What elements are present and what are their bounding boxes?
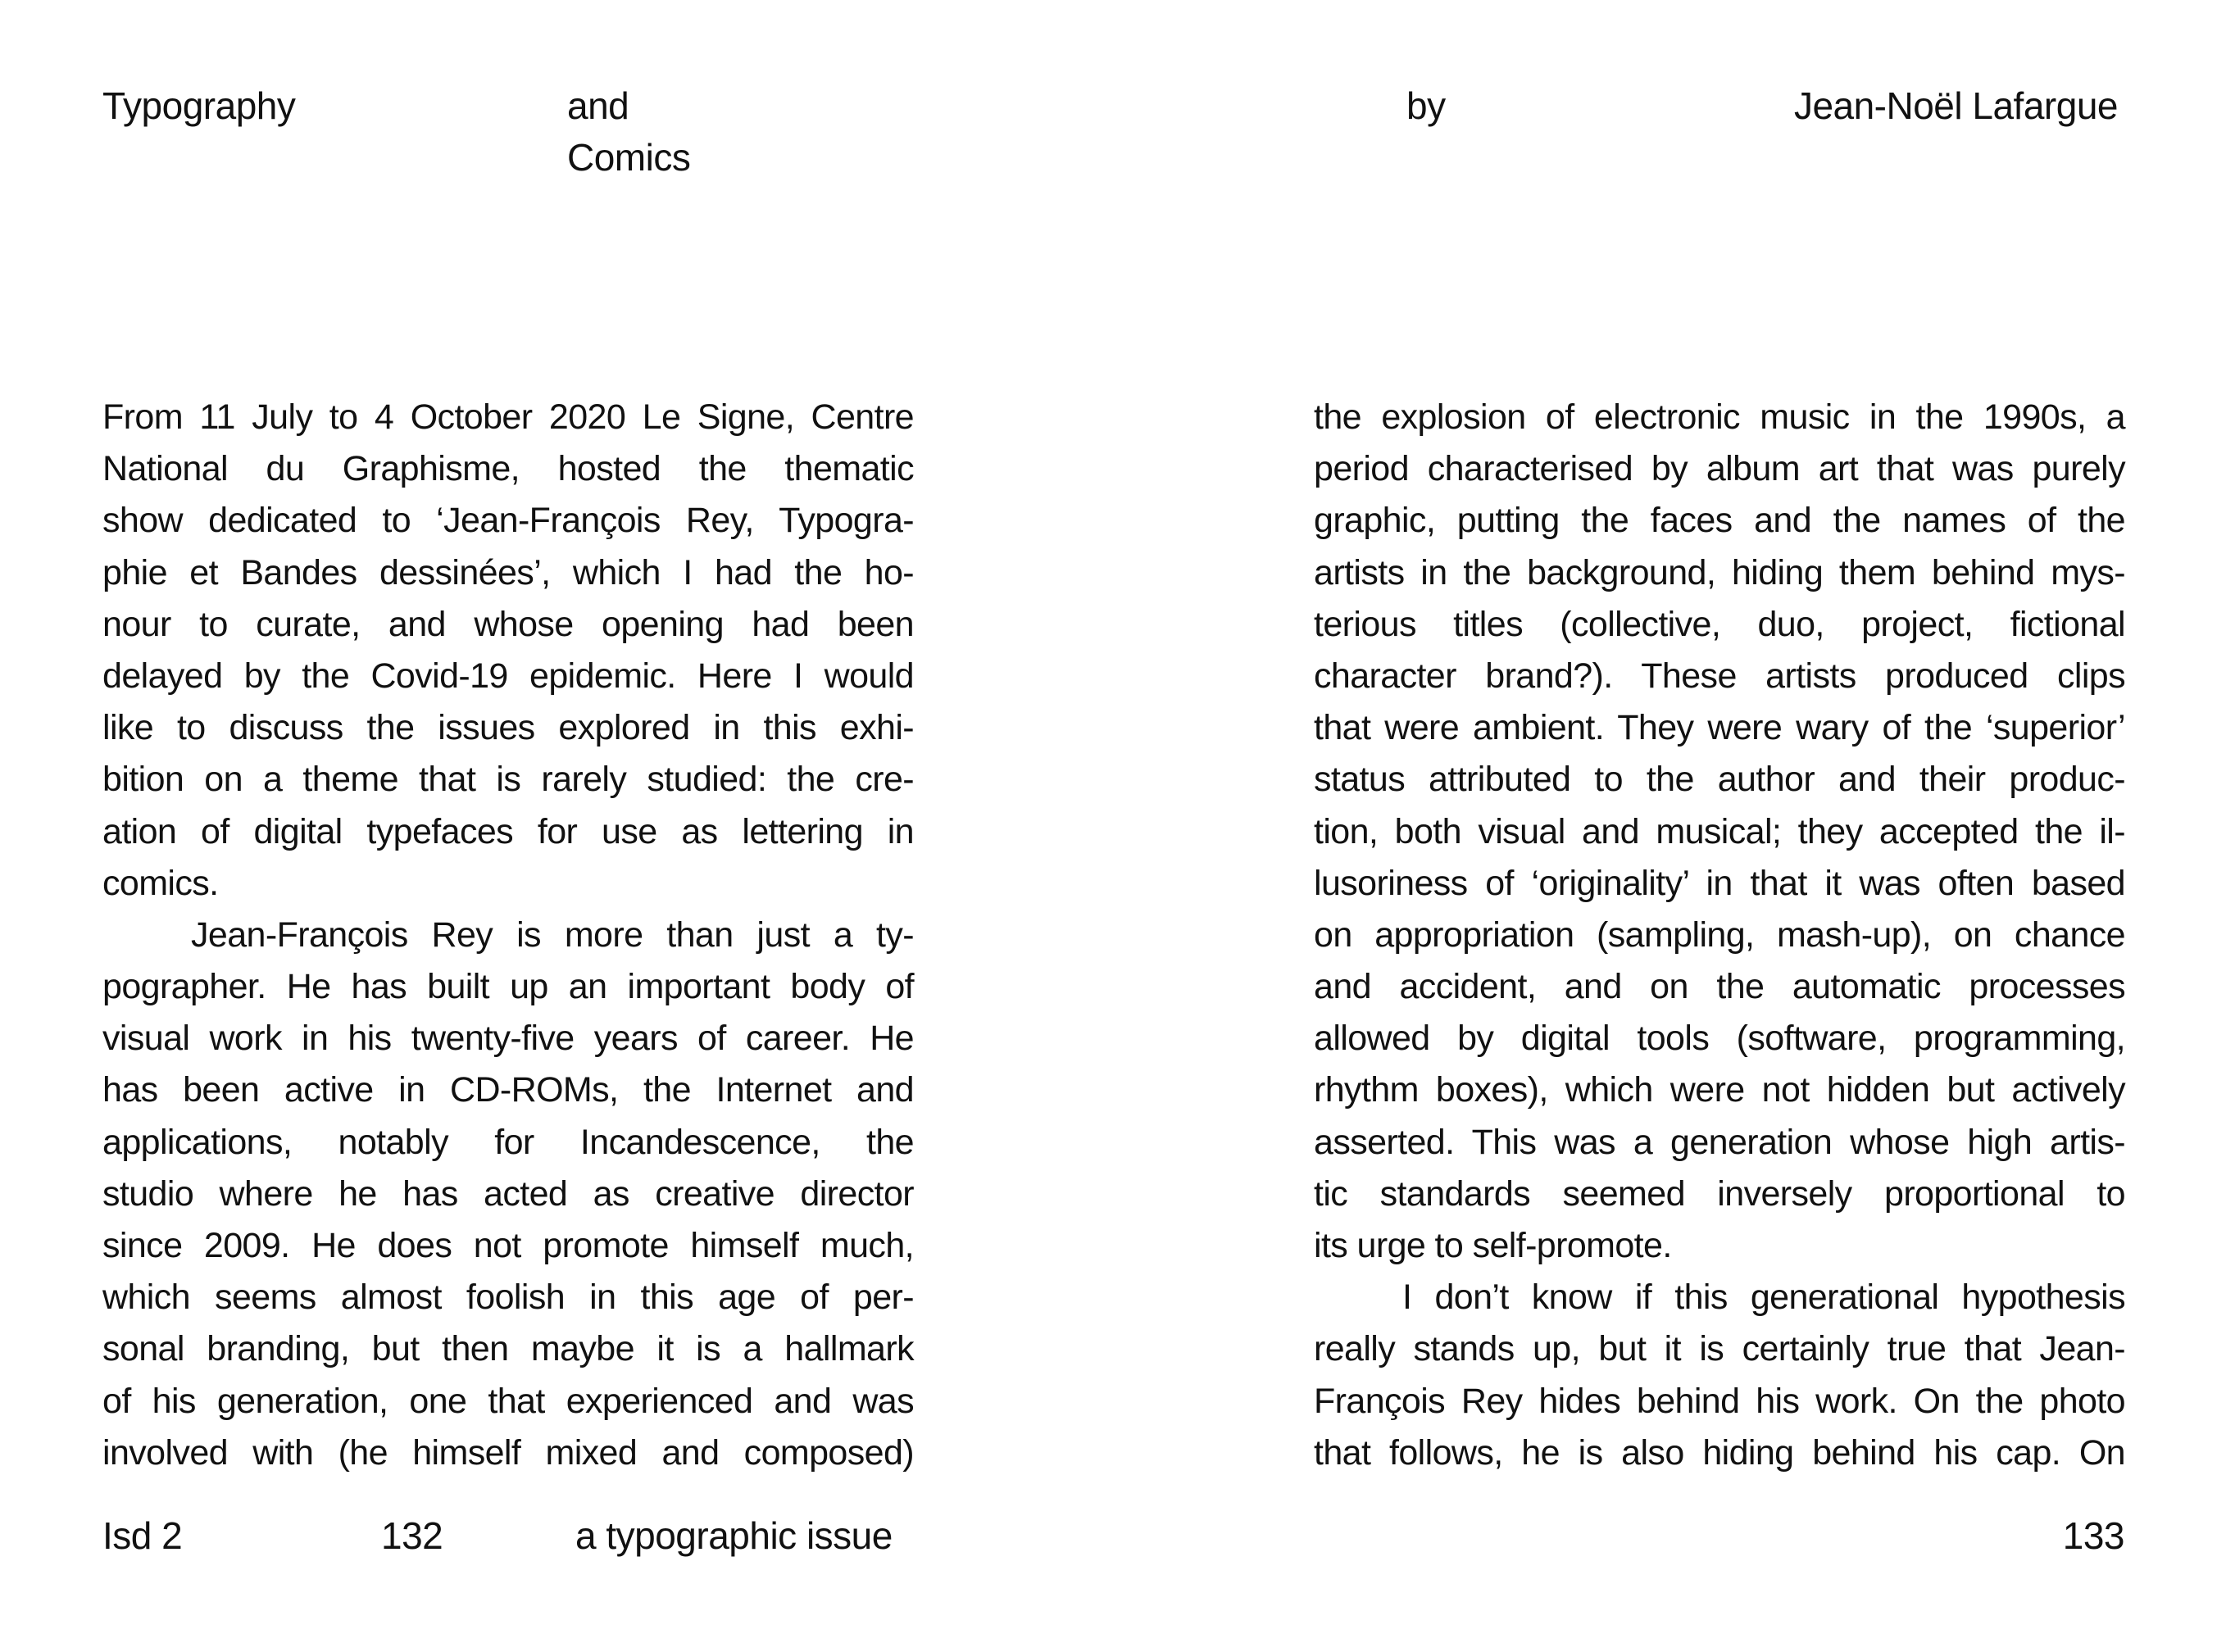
text-line: bition on a theme that is rarely studied: the cre- <box>102 760 914 800</box>
text-line: tion, both visual and musical; they accepted the il- <box>1314 811 2125 851</box>
text-line: its urge to self-promote. <box>1314 1226 1672 1265</box>
text-line: of his generation, one that experienced and was <box>102 1381 914 1421</box>
footer-journal: Isd 2 <box>102 1514 183 1557</box>
header-title-typography: Typography <box>102 84 296 127</box>
text-line: that were ambient. They were wary of the ‘superior’ <box>1314 708 2125 748</box>
text-line: really stands up, but it is certainly true that Jean- <box>1314 1329 2125 1369</box>
header-by: by <box>1406 84 1446 127</box>
left-column-text <box>102 392 914 1479</box>
footer-page-right: 133 <box>2062 1514 2124 1557</box>
text-line: like to discuss the issues explored in this exhi- <box>102 708 914 748</box>
text-line: visual work in his twenty-five years of career. He <box>102 1019 914 1059</box>
text-line: and accident, and on the automatic processes <box>1314 967 2125 1007</box>
text-line: terious titles (collective, duo, project, fictional <box>1314 604 2125 644</box>
text-line: character brand?). These artists produced clips <box>1314 656 2125 696</box>
text-line: comics. <box>102 863 219 903</box>
text-line: Jean-François Rey is more than just a ty- <box>191 914 914 955</box>
text-line: graphic, putting the faces and the names of the <box>1314 501 2125 541</box>
text-line: status attributed to the author and their produc- <box>1314 760 2125 800</box>
text-line: lusoriness of ‘originality’ in that it was often based <box>1314 863 2125 903</box>
text-line: François Rey hides behind his work. On the photo <box>1314 1381 2125 1421</box>
text-line: show dedicated to ‘Jean-François Rey, Typogra- <box>102 501 914 541</box>
text-line: nour to curate, and whose opening had been <box>102 604 914 644</box>
text-line: National du Graphisme, hosted the thematic <box>102 449 914 489</box>
footer-issue-title: a typographic issue <box>575 1514 893 1557</box>
text-line: tic standards seemed inversely proportional to <box>1314 1173 2125 1214</box>
text-line: From 11 July to 4 October 2020 Le Signe, Centre <box>102 397 914 437</box>
right-column-text <box>1314 392 2125 1479</box>
text-line: has been active in CD-ROMs, the Internet and <box>102 1070 914 1110</box>
text-line: studio where he has acted as creative director <box>102 1173 914 1214</box>
text-line: phie et Bandes dessinées’, which I had the ho- <box>102 552 914 592</box>
text-line: artists in the background, hiding them behind mys- <box>1314 552 2125 592</box>
text-line: asserted. This was a generation whose high artis- <box>1314 1122 2125 1162</box>
text-line: on appropriation (sampling, mash-up), on chance <box>1314 914 2125 955</box>
text-line: applications, notably for Incandescence, the <box>102 1122 914 1162</box>
text-line: ation of digital typefaces for use as lettering in <box>102 811 914 851</box>
text-line: delayed by the Covid-19 epidemic. Here I would <box>102 656 914 696</box>
text-line: period characterised by album art that was purely <box>1314 449 2125 489</box>
text-line: allowed by digital tools (software, programming, <box>1314 1019 2125 1059</box>
header-title-and: and <box>567 84 629 127</box>
text-line: involved with (he himself mixed and composed) <box>102 1432 914 1473</box>
text-line: I don’t know if this generational hypothesis <box>1402 1278 2125 1318</box>
text-line: the explosion of electronic music in the 1990s, a <box>1314 397 2125 437</box>
text-line: rhythm boxes), which were not hidden but actively <box>1314 1070 2125 1110</box>
text-line: which seems almost foolish in this age of per- <box>102 1278 914 1318</box>
footer-page-left: 132 <box>381 1514 443 1557</box>
text-line: sonal branding, but then maybe it is a hallmark <box>102 1329 914 1369</box>
text-line: that follows, he is also hiding behind his cap. On <box>1314 1432 2125 1473</box>
header-title-comics: Comics <box>567 136 691 179</box>
header-author: Jean-Noël Lafargue <box>1793 84 2118 127</box>
text-line: pographer. He has built up an important body of <box>102 967 914 1007</box>
text-line: since 2009. He does not promote himself much, <box>102 1226 914 1265</box>
